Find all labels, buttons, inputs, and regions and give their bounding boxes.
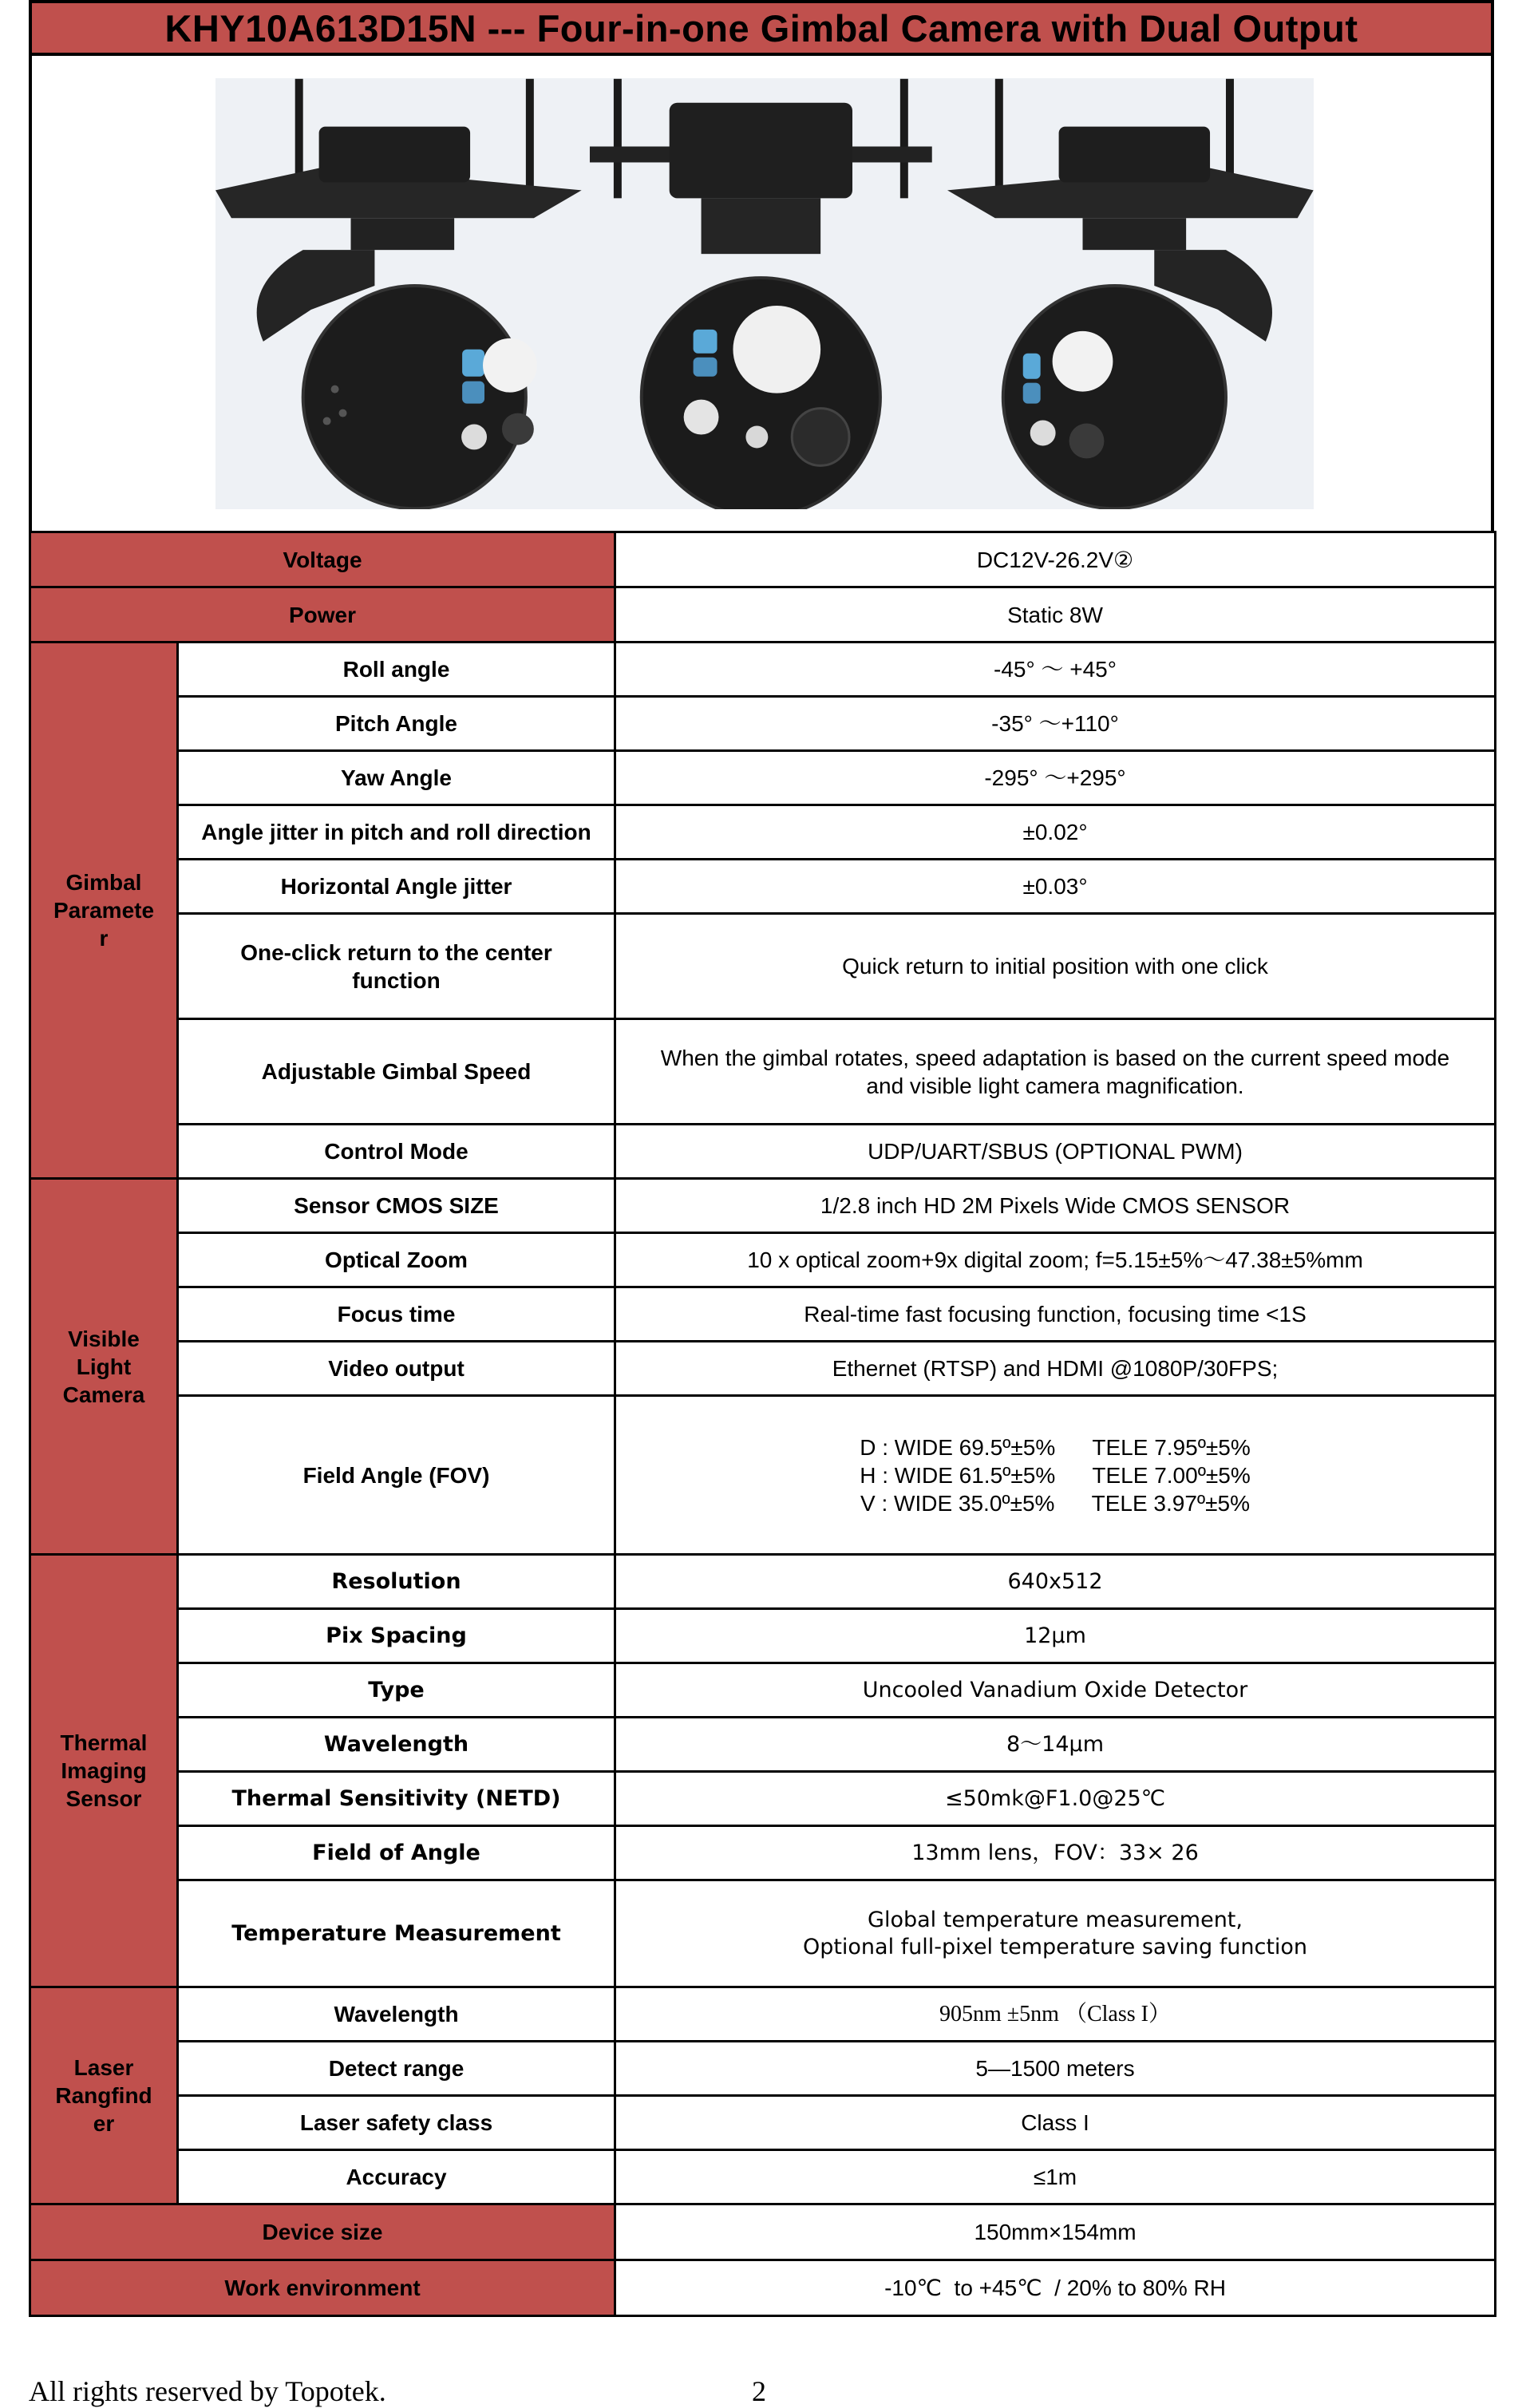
group-gimbal-line-3: r (99, 926, 109, 951)
copyright-text: All rights reserved by Topotek. (29, 2375, 386, 2407)
one-click-return-label-line-1: One-click return to the center (240, 939, 552, 965)
table-row-focus-time (30, 1287, 1496, 1342)
group-laser-line-2: Rangfind (55, 2083, 152, 2108)
table-row-detect-range (30, 2042, 1496, 2096)
table-row-one-click-return (30, 914, 1496, 1019)
group-gimbal-parameter (30, 643, 178, 1179)
temperature-measurement-label: Temperature Measurement (178, 1880, 615, 1987)
field-of-angle-value: 13mm lens，FOV：33× 26 (615, 1826, 1496, 1880)
group-laser-rangefinder (30, 1987, 178, 2204)
gimbal-camera-right-view (947, 78, 1314, 509)
one-click-return-label (178, 914, 615, 1019)
roll-angle-label: Roll angle (178, 643, 615, 697)
control-mode-label: Control Mode (178, 1125, 615, 1179)
group-thermal-line-2: Imaging (61, 1758, 147, 1783)
thermal-wavelength-value: 8～14μm (615, 1718, 1496, 1772)
group-visible-line-2: Light (76, 1354, 132, 1379)
sensor-cmos-value: 1/2.8 inch HD 2M Pixels Wide CMOS SENSOR (615, 1179, 1496, 1233)
group-gimbal-line-2: Paramete (53, 898, 155, 923)
group-gimbal-line-1: Gimbal (65, 870, 142, 895)
resolution-value: 640x512 (615, 1555, 1496, 1609)
group-laser-line-1: Laser (73, 2055, 134, 2080)
field-of-angle-label: Field of Angle (178, 1826, 615, 1880)
accuracy-value: ≤1m (615, 2150, 1496, 2204)
page-title: KHY10A613D15N --- Four-in-one Gimbal Camera with Dual Output (29, 0, 1494, 56)
table-row-sensor-cmos (30, 1179, 1496, 1233)
detect-range-value: 5—1500 meters (615, 2042, 1496, 2096)
detect-range-label: Detect range (178, 2042, 615, 2096)
table-row-field-of-angle (30, 1826, 1496, 1880)
type-label: Type (178, 1663, 615, 1718)
table-row-type (30, 1663, 1496, 1718)
work-environment-value: -10℃ to +45℃ / 20% to 80% RH (615, 2260, 1496, 2316)
table-row-pix-spacing (30, 1609, 1496, 1663)
jitter-horizontal-label: Horizontal Angle jitter (178, 860, 615, 914)
video-output-label: Video output (178, 1342, 615, 1396)
focus-time-label: Focus time (178, 1287, 615, 1342)
table-row-device-size (30, 2204, 1496, 2260)
fov-diagonal: D : WIDE 69.5º±5% TELE 7.95º±5% (860, 1434, 1251, 1460)
spec-sheet (29, 0, 1494, 2317)
group-thermal-imaging-sensor (30, 1555, 178, 1987)
table-row-resolution (30, 1555, 1496, 1609)
one-click-return-value: Quick return to initial position with one click (615, 914, 1496, 1019)
laser-wavelength-label: Wavelength (178, 1987, 615, 2042)
product-photo-strip (215, 78, 1314, 509)
work-environment-label: Work environment (30, 2260, 615, 2316)
pitch-angle-label: Pitch Angle (178, 697, 615, 751)
temperature-measurement-value (615, 1880, 1496, 1987)
yaw-angle-value: -295° ～+295° (615, 751, 1496, 805)
table-row-video-output (30, 1342, 1496, 1396)
table-row-control-mode (30, 1125, 1496, 1179)
spec-table (29, 531, 1496, 2317)
netd-label: Thermal Sensitivity (NETD) (178, 1772, 615, 1826)
pix-spacing-value: 12μm (615, 1609, 1496, 1663)
resolution-label: Resolution (178, 1555, 615, 1609)
gimbal-camera-right-illustration (947, 78, 1314, 509)
table-row-thermal-wavelength (30, 1718, 1496, 1772)
table-row-yaw (30, 751, 1496, 805)
power-label: Power (30, 587, 615, 643)
page-footer (29, 2374, 827, 2406)
type-value: Uncooled Vanadium Oxide Detector (615, 1663, 1496, 1718)
table-row-jitter-horizontal (30, 860, 1496, 914)
thermal-wavelength-label: Wavelength (178, 1718, 615, 1772)
one-click-return-label-line-2: function (352, 967, 441, 993)
device-size-label: Device size (30, 2204, 615, 2260)
table-row-roll (30, 643, 1496, 697)
gimbal-camera-left-illustration (215, 78, 582, 509)
power-value: Static 8W (615, 587, 1496, 643)
gimbal-speed-label: Adjustable Gimbal Speed (178, 1019, 615, 1125)
roll-angle-value: -45° ～ +45° (615, 643, 1496, 697)
table-row-jitter-pitch-roll (30, 805, 1496, 860)
group-visible-light-camera (30, 1179, 178, 1555)
device-size-value: 150mm×154mm (615, 2204, 1496, 2260)
focus-time-value: Real-time fast focusing function, focusing time <1S (615, 1287, 1496, 1342)
jitter-pitch-roll-value: ±0.02° (615, 805, 1496, 860)
group-visible-line-3: Camera (62, 1382, 145, 1407)
optical-zoom-label: Optical Zoom (178, 1233, 615, 1287)
pitch-angle-value: -35° ～+110° (615, 697, 1496, 751)
fov-horizontal: H : WIDE 61.5º±5% TELE 7.00º±5% (860, 1462, 1251, 1488)
control-mode-value: UDP/UART/SBUS (OPTIONAL PWM) (615, 1125, 1496, 1179)
temperature-measurement-line-1: Global temperature measurement, (868, 1907, 1243, 1932)
temperature-measurement-line-2: Optional full-pixel temperature saving function (802, 1934, 1308, 1959)
table-row-laser-wavelength (30, 1987, 1496, 2042)
optical-zoom-value: 10 x optical zoom+9x digital zoom; f=5.15±5%～47.38±5%mm (615, 1233, 1496, 1287)
page-number: 2 (752, 2375, 766, 2407)
accuracy-label: Accuracy (178, 2150, 615, 2204)
table-row-temperature-measurement (30, 1880, 1496, 1987)
laser-safety-label: Laser safety class (178, 2096, 615, 2150)
laser-wavelength-value: 905nm ±5nm （Class I） (615, 1987, 1496, 2042)
netd-value: ≤50mk@F1.0@25℃ (615, 1772, 1496, 1826)
voltage-value: DC12V-26.2V② (615, 532, 1496, 587)
table-row-accuracy (30, 2150, 1496, 2204)
table-row-pitch (30, 697, 1496, 751)
gimbal-camera-left-view (215, 78, 582, 509)
field-angle-value (615, 1396, 1496, 1555)
gimbal-camera-front-illustration (582, 78, 948, 509)
jitter-pitch-roll-label: Angle jitter in pitch and roll direction (178, 805, 615, 860)
group-visible-line-1: Visible (68, 1326, 140, 1351)
table-row-voltage (30, 532, 1496, 587)
sensor-cmos-label: Sensor CMOS SIZE (178, 1179, 615, 1233)
group-thermal-line-1: Thermal (60, 1730, 148, 1755)
group-laser-line-3: er (93, 2111, 115, 2136)
table-row-field-angle (30, 1396, 1496, 1555)
pix-spacing-label: Pix Spacing (178, 1609, 615, 1663)
gimbal-speed-value (615, 1019, 1496, 1125)
table-row-gimbal-speed (30, 1019, 1496, 1125)
table-row-laser-safety (30, 2096, 1496, 2150)
table-row-power (30, 587, 1496, 643)
table-row-optical-zoom (30, 1233, 1496, 1287)
video-output-value: Ethernet (RTSP) and HDMI @1080P/30FPS; (615, 1342, 1496, 1396)
jitter-horizontal-value: ±0.03° (615, 860, 1496, 914)
gimbal-speed-value-line-1: When the gimbal rotates, speed adaptation is based on the current speed mode (660, 1045, 1450, 1070)
table-row-netd (30, 1772, 1496, 1826)
gimbal-speed-value-line-2: and visible light camera magnification. (866, 1073, 1244, 1098)
table-row-work-environment (30, 2260, 1496, 2316)
laser-safety-value: Class I (615, 2096, 1496, 2150)
gimbal-camera-front-view (582, 78, 948, 509)
fov-vertical: V : WIDE 35.0º±5% TELE 3.97º±5% (860, 1490, 1250, 1516)
voltage-label: Voltage (30, 532, 615, 587)
field-angle-label: Field Angle (FOV) (178, 1396, 615, 1555)
product-photo-panel (29, 56, 1494, 531)
group-thermal-line-3: Sensor (65, 1786, 142, 1811)
yaw-angle-label: Yaw Angle (178, 751, 615, 805)
